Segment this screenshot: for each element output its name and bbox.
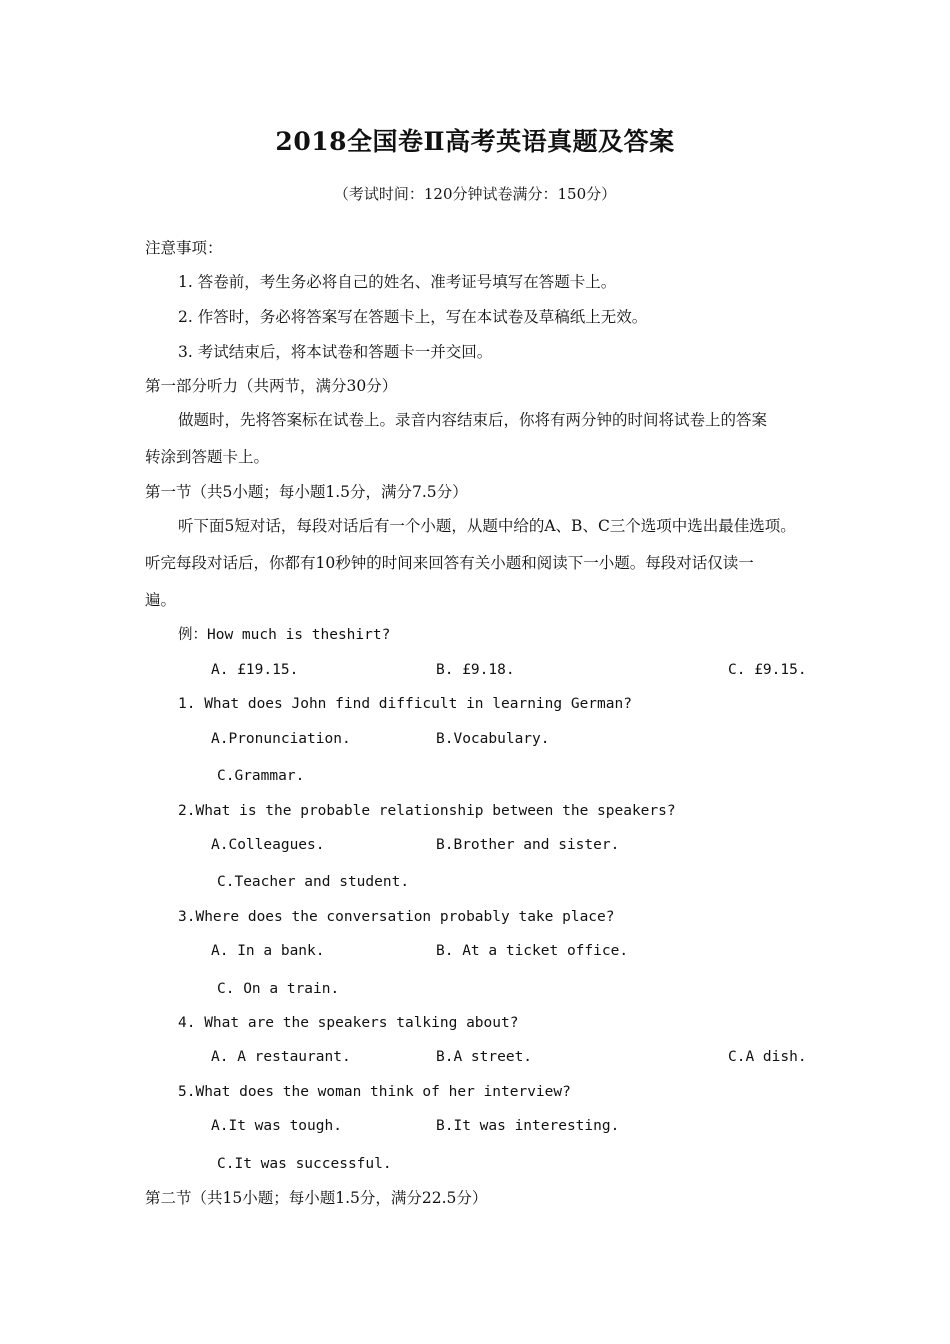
question-4: 4. What are the speakers talking about? (178, 1015, 519, 1031)
question-3-option-b: B. At a ticket office. (436, 943, 629, 959)
part1-heading: 第一部分听力（共两节，满分30分） (145, 377, 398, 395)
question-2: 2.What is the probable relationship between the speakers? (178, 803, 676, 819)
question-1: 1. What does John find difficult in learning German? (178, 696, 632, 712)
notice-item-2: 2. 作答时，务必将答案写在答题卡上，写在本试卷及草稿纸上无效。 (178, 308, 648, 326)
document-title: 2018全国卷Ⅱ高考英语真题及答案 (275, 127, 675, 156)
question-3-option-a: A. In a bank. (211, 943, 325, 959)
question-3: 3.Where does the conversation probably take place? (178, 909, 615, 925)
section1-instruction-line3: 遍。 (145, 591, 177, 609)
question-1-option-a: A.Pronunciation. (211, 731, 351, 747)
section1-instruction-line1: 听下面5短对话，每段对话后有一个小题，从题中给的A、B、C三个选项中选出最佳选项。 (178, 517, 796, 535)
question-4-option-a: A. A restaurant. (211, 1049, 351, 1065)
notice-item-3: 3. 考试结束后，将本试卷和答题卡一并交回。 (178, 343, 493, 361)
question-5-option-c: C.It was successful. (217, 1156, 392, 1172)
question-2-option-c: C.Teacher and student. (217, 874, 410, 890)
notice-heading: 注意事项： (145, 239, 223, 257)
question-5-option-a: A.It was tough. (211, 1118, 342, 1134)
question-4-option-b: B.A street. (436, 1049, 533, 1065)
question-5: 5.What does the woman think of her interview? (178, 1084, 571, 1100)
section1-instruction-line2: 听完每段对话后，你都有10秒钟的时间来回答有关小题和阅读下一小题。每段对话仅读一 (145, 554, 754, 572)
example-option-b: B. £9.18. (436, 662, 515, 678)
question-2-option-b: B.Brother and sister. (436, 837, 620, 853)
part1-instruction-line1: 做题时，先将答案标在试卷上。录音内容结束后，你将有两分钟的时间将试卷上的答案 (178, 411, 768, 429)
part1-instruction-line2: 转涂到答题卡上。 (145, 448, 270, 466)
document-subtitle: （考试时间：120分钟试卷满分：150分） (333, 185, 617, 203)
question-4-option-c: C.A dish. (728, 1049, 807, 1065)
section2-heading: 第二节（共15小题；每小题1.5分，满分22.5分） (145, 1189, 488, 1207)
question-2-option-a: A.Colleagues. (211, 837, 325, 853)
example-option-c: C. £9.15. (728, 662, 807, 678)
question-1-option-b: B.Vocabulary. (436, 731, 550, 747)
example-option-a: A. £19.15. (211, 662, 299, 678)
section1-heading: 第一节（共5小题；每小题1.5分，满分7.5分） (145, 483, 468, 501)
question-1-option-c: C.Grammar. (217, 768, 305, 784)
question-5-option-b: B.It was interesting. (436, 1118, 620, 1134)
question-3-option-c: C. On a train. (217, 981, 340, 997)
example-question: 例：How much is theshirt? (178, 627, 391, 643)
notice-item-1: 1. 答卷前，考生务必将自己的姓名、准考证号填写在答题卡上。 (178, 273, 617, 291)
